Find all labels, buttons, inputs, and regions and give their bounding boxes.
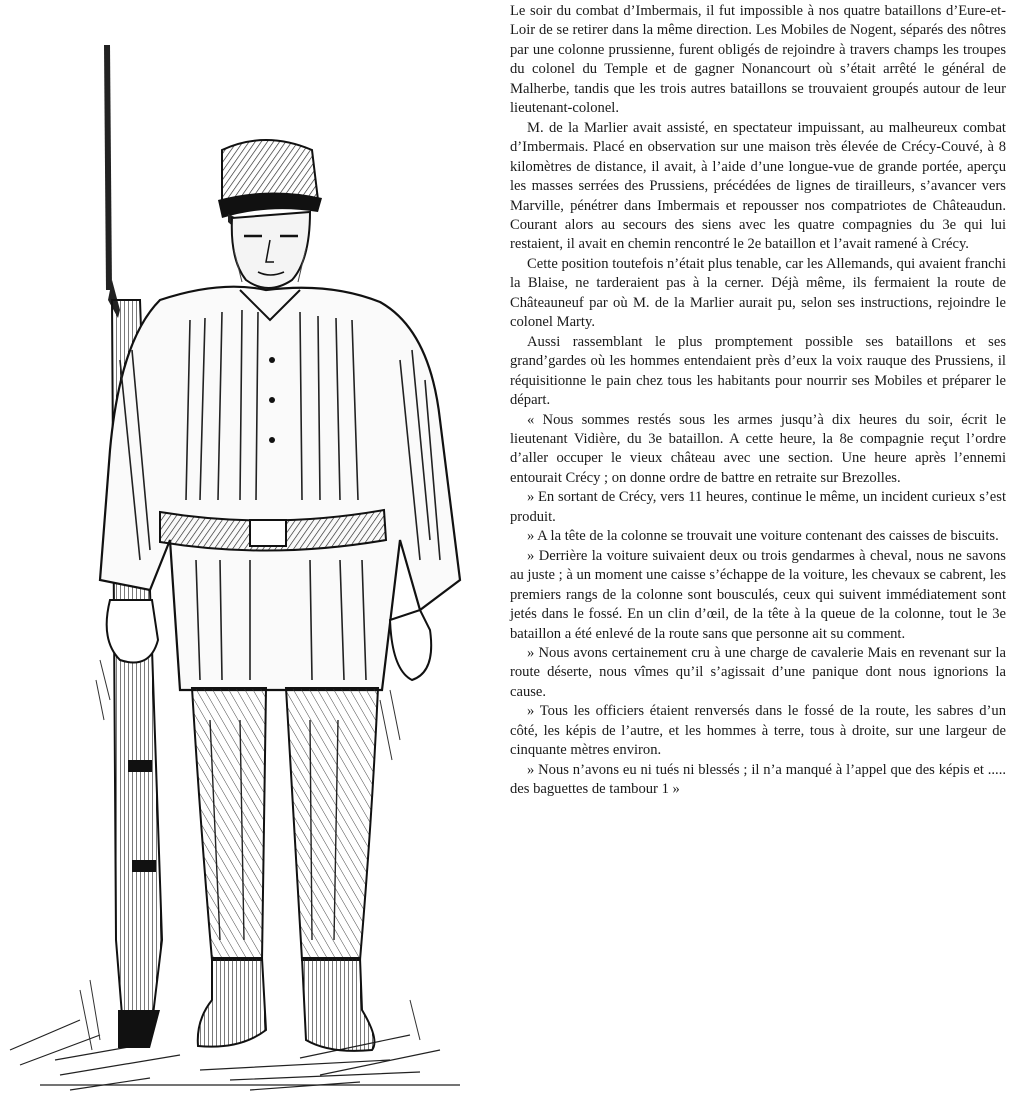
soldier-illustration (0, 0, 500, 1093)
paragraph-7: » A la tête de la colonne se trouvait une voiture contenant des caisses de biscuits. (527, 528, 999, 545)
article-text (510, 2, 1006, 800)
paragraph-4: Aussi rassemblant le plus promptement possible ses bataillons et ses grand’gardes où les hommes entendaient près d’eux la voix rauque des Prussiens, il réquisitionne le pain chez tous les habitants pour nourrir ses Mobiles et préparer le départ. (510, 333, 1006, 409)
boots (198, 958, 375, 1051)
paragraph-11: » Nous n’avons eu ni tués ni blessés ; il n’a manqué à l’appel que des képis et ..... des baguettes de tambour 1 » (510, 761, 1006, 798)
paragraph-6: » En sortant de Crécy, vers 11 heures, continue le même, un incident curieux s’est produit. (510, 489, 1006, 525)
paragraph-10: » Tous les officiers étaient renversés dans le fossé de la route, les sabres d’un côté, les képis de l’autre, et les hommes à terre, tous à droite, sur une largeur de cinquante mètres environ. (510, 703, 1006, 759)
paragraph-8: » Derrière la voiture suivaient deux ou trois gendarmes à cheval, nous ne savons au juste ; à un moment une caisse s’échappe de la voiture, les chevaux se cabrent, les premiers rangs de la colonne sont bousculés, ceux qui suivent immédiatement sont jetés dans le fossé. En un clin d’œil, de la tête à la queue de la colonne, tout le 3e bataillon a été enlevé de la route sans que personne ait su comment. (510, 547, 1007, 642)
paragraph-3: Cette position toutefois n’était plus tenable, car les Allemands, qui avaient franchi la Blaise, ne tarderaient pas à la cerner. Déjà même, ils fermaient la route de Châteauneuf par où M. de la Marlier aurait pu, selon ses instructions, rejoindre le colonel Marty. (510, 255, 1006, 331)
face (232, 212, 310, 288)
soldier-engraving-icon (0, 0, 500, 1093)
trousers (192, 688, 378, 960)
paragraph-2: M. de la Marlier avait assisté, en spectateur impuissant, au malheureux combat d’Imbermais. Placé en observation sur une maison très élevée de Crécy-Couvé, à 8 kilomètres de distance, il avait, à l’aide d’une longue-vue de grande portée, aperçu les masses serrées des Prussiens, précédées de lignes de tirailleurs, s’avancer vers Marville, pénétrer dans Imbermais et repousser nos compatriotes de Châteaudun. Courant alors au secours des siens avec les quatre compagnies du 3e qui lui restaient, il avait en chemin rencontré le 2e bataillon et l’avait ramené à Crécy. (510, 119, 1006, 253)
paragraph-5: « Nous sommes restés sous les armes jusqu’à dix heures du soir, écrit le lieutenant Vidière, du 3e bataillon. A cette heure, la 8e compagnie reçut l’ordre d’aller occuper le vieux château avec une section. Une heure après l’ennemi entourait Crécy ; on donne ordre de battre en retraite sur Brezolles. (510, 411, 1006, 486)
paragraph-1: Le soir du combat d’Imbermais, il fut impossible à nos quatre bataillons d’Eure-et-Loir de se retirer dans la même direction. Les Mobiles de Nogent, séparés des nôtres par une colonne prussienne, furent obligés de rejoindre à travers champs les troupes du colonel du Temple et de gagner Nonancourt où s’était arrêté le général de Malherbe, tandis que les trois autres bataillons se trouvaient groupés autour de leur lieutenant-colonel. (510, 3, 1006, 117)
paragraph-9: » Nous avons certainement cru à une charge de cavalerie Mais en revenant sur la route déserte, nous vîmes qu’il s’agissait d’une panique dont nous ignorions la cause. (510, 644, 1006, 700)
